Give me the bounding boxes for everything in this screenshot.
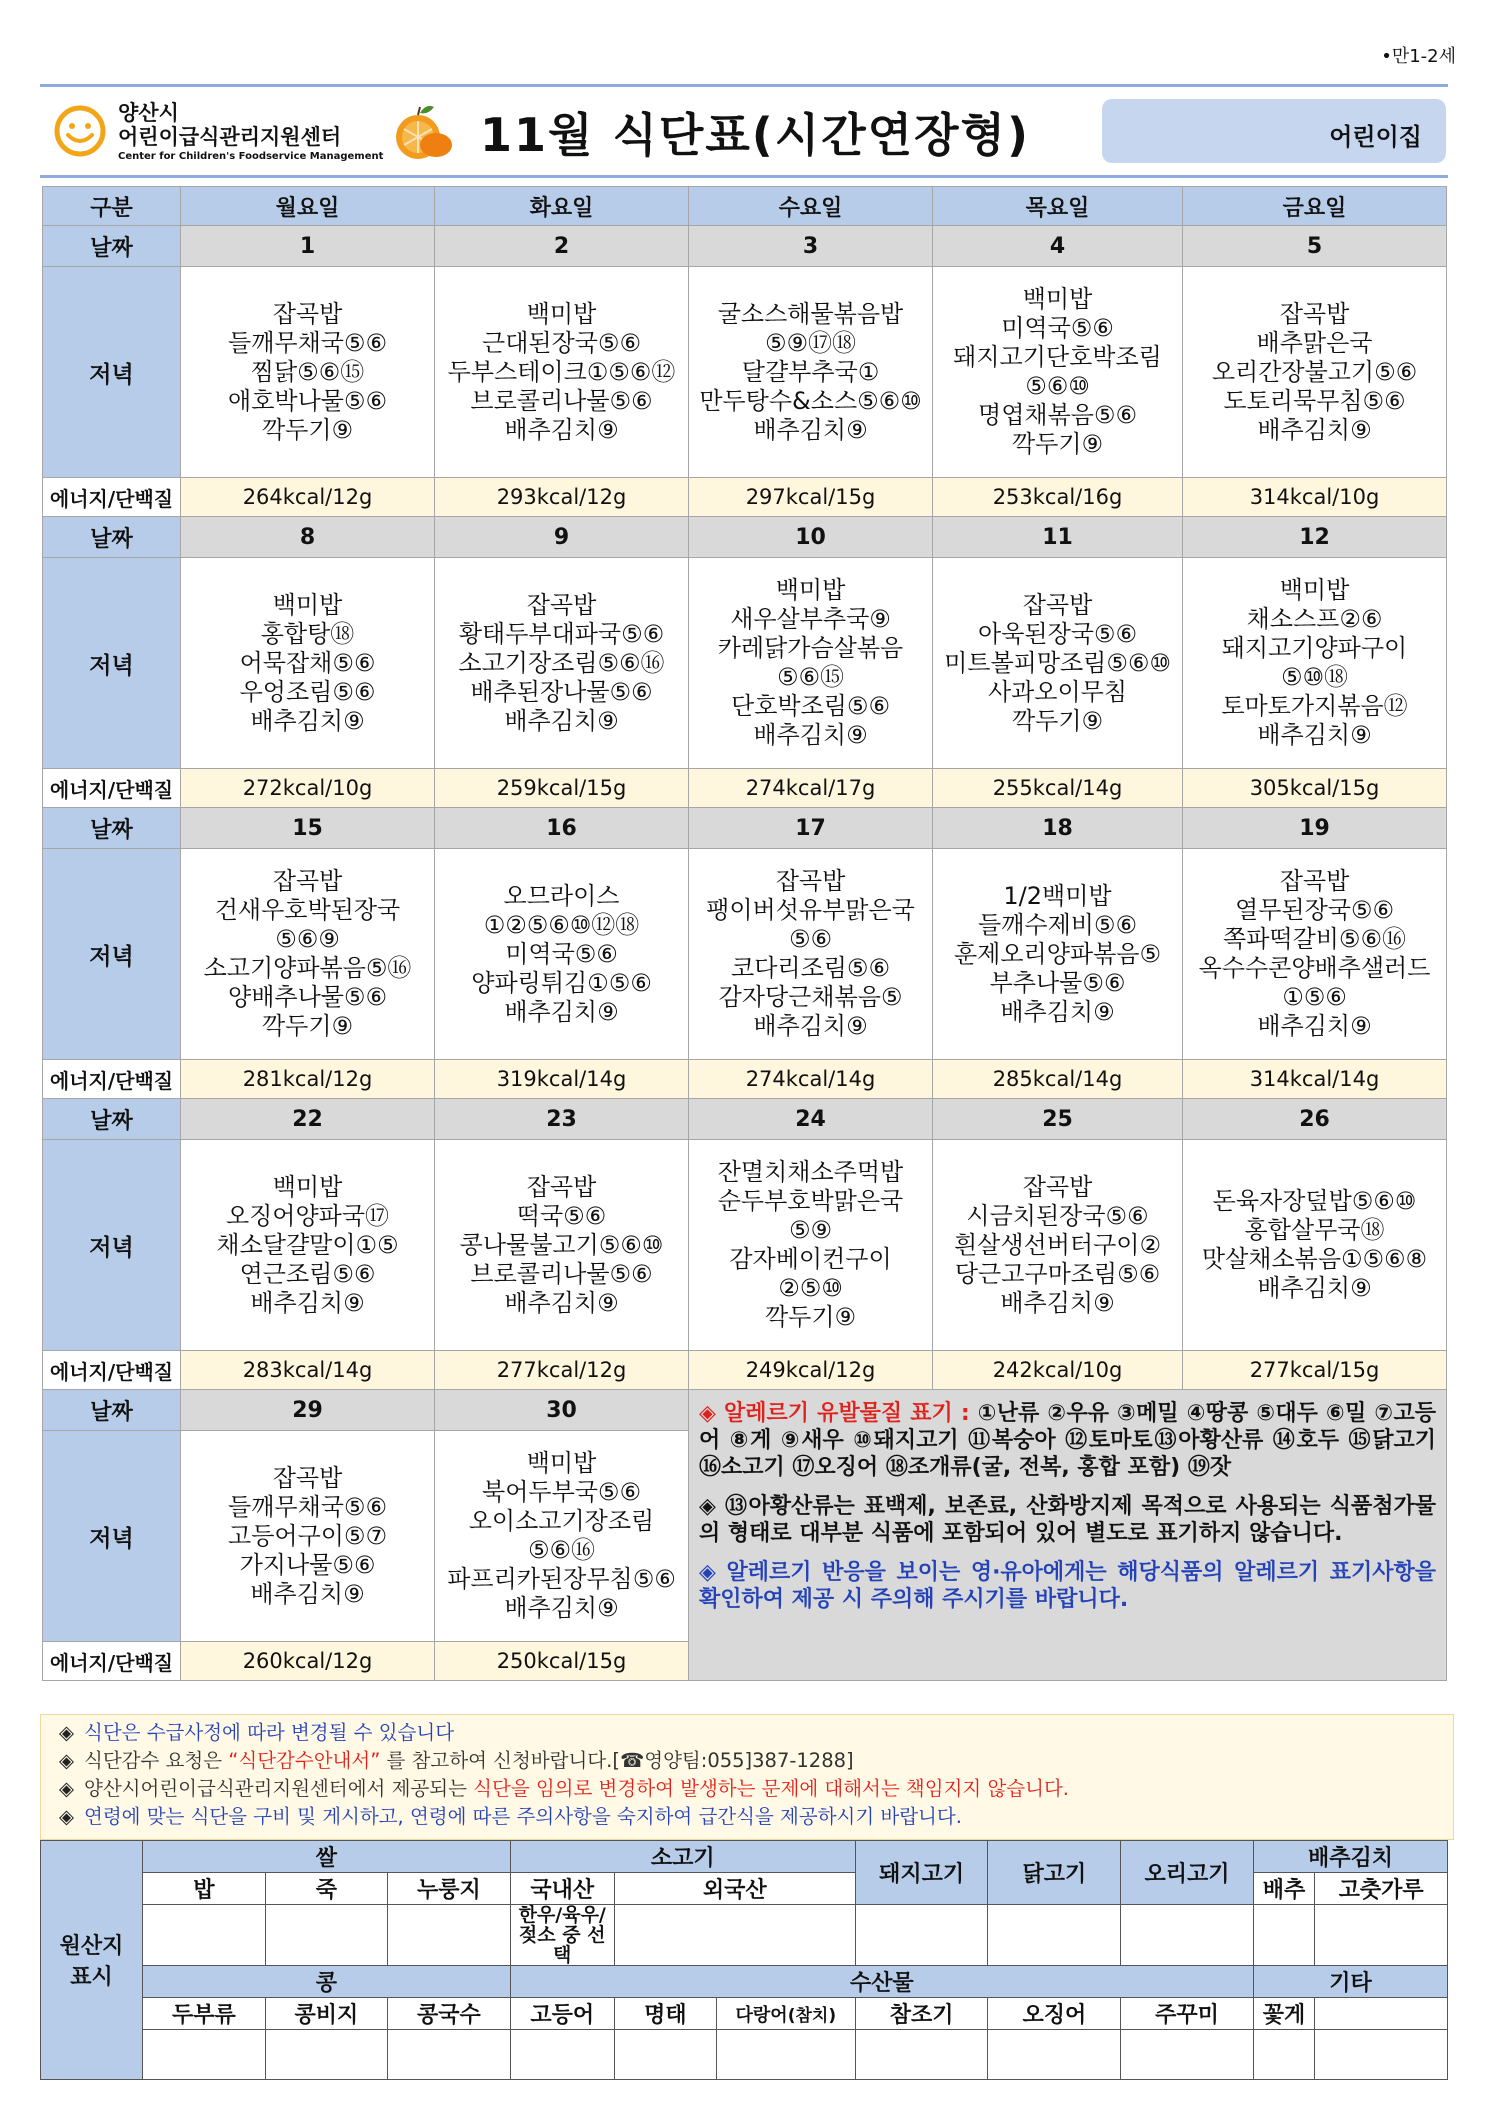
diamond-bullet-icon: ◈ [699,1494,716,1519]
origin-input-cell[interactable] [388,1905,511,1966]
menu-item: 열무된장국⑤⑥ [1235,896,1394,924]
menu-item: 깍두기⑨ [1011,706,1104,735]
menu-item: ⑤⑨ [788,1216,833,1244]
menu-item: 당근고구마조림⑤⑥ [954,1259,1161,1288]
meal-cell [181,558,435,769]
meal-cell [689,267,933,478]
meal-cell [435,267,689,478]
date-cell: 12 [1183,517,1447,558]
date-label: 날짜 [43,1390,181,1431]
origin-input-cell[interactable] [614,2030,716,2080]
menu-item: 돈육자장덮밥⑤⑥⑩ [1212,1187,1417,1215]
meal-label: 저녁 [43,1431,181,1642]
origin-input-cell[interactable] [143,1905,266,1966]
menu-item: 깍두기⑨ [261,1012,354,1040]
origin-input-cell[interactable] [510,2030,614,2080]
menu-item: 백미밥 [272,1172,343,1201]
allergy-title: 알레르기 유발물질 표기 : [724,1401,970,1426]
rice-item: 죽 [265,1873,388,1905]
origin-label [41,1841,143,2080]
origin-input-cell[interactable] [855,2030,988,2080]
menu-item: 배추김치⑨ [504,706,619,735]
menu-item: 잡곡밥 [272,299,343,328]
center-name-line1: 양산시 [118,101,179,125]
menu-item: 양파링튀김①⑤⑥ [471,968,652,997]
date-cell: 15 [181,808,435,849]
meal-cell [435,1140,689,1351]
meal-label: 저녁 [43,558,181,769]
meal-cell [181,1431,435,1642]
center-name [118,101,341,149]
chicken-header: 닭고기 [988,1841,1121,1905]
menu-item: 배추김치⑨ [250,706,365,735]
menu-item: 새우살부추국⑨ [730,605,891,633]
origin-input-cell[interactable] [1315,2030,1448,2080]
menu-item: ⑤⑨⑰⑱ [764,328,857,357]
origin-input-cell[interactable] [1121,1905,1254,1966]
menu-item: 황태두부대파국⑤⑥ [458,619,665,648]
diamond-bullet-icon: ◈ [59,1721,74,1744]
bean-header: 콩 [143,1966,511,1998]
menu-item: 오징어양파국⑰ [225,1201,390,1230]
nutrition-cell: 259kcal/15g [435,769,689,808]
menu-item: 시금치된장국⑤⑥ [966,1201,1149,1230]
menu-item: 잡곡밥 [1279,299,1350,328]
menu-item: 건새우호박된장국 [214,896,401,924]
notice-text: 식단감수 요청은 [84,1749,229,1772]
menu-item: ①⑤⑥ [1282,983,1347,1011]
menu-item: 배추김치⑨ [1000,1288,1115,1317]
menu-item: 배추김치⑨ [1257,1274,1372,1302]
menu-item: 배추김치⑨ [504,1594,619,1622]
seafood-item: 명태 [614,1998,716,2030]
rice-header: 쌀 [143,1841,511,1873]
menu-item: 브로콜리나물⑤⑥ [470,386,653,415]
menu-item: 잡곡밥 [272,867,343,895]
nutrition-cell: 242kcal/10g [933,1351,1183,1390]
allergy-info [689,1390,1447,1681]
meal-cell [435,558,689,769]
origin-label-line1: 원산지 [59,1934,124,1959]
menu-item: 명엽채볶음⑤⑥ [978,401,1137,429]
menu-item: 들깨수제비⑤⑥ [978,910,1137,939]
menu-item: 잡곡밥 [272,1463,343,1492]
nutrition-cell: 253kcal/16g [933,478,1183,517]
menu-item: 미역국⑤⑥ [505,939,618,968]
menu-item: 잡곡밥 [1022,590,1093,619]
date-cell: 16 [435,808,689,849]
origin-input-cell[interactable] [1121,2030,1254,2080]
menu-item: 잡곡밥 [1022,1172,1093,1201]
nutrition-cell: 277kcal/15g [1183,1351,1447,1390]
nutrition-cell: 293kcal/12g [435,478,689,517]
date-cell: 23 [435,1099,689,1140]
meal-cell [181,267,435,478]
menu-item: 백미밥 [526,1449,597,1477]
menu-item: 배추김치⑨ [753,415,868,444]
menu-item: 배추김치⑨ [1257,721,1372,749]
date-cell: 4 [933,226,1183,267]
nutrition-cell: 319kcal/14g [435,1060,689,1099]
rice-item: 누룽지 [388,1873,511,1905]
meal-label: 저녁 [43,267,181,478]
menu-item: 떡국⑤⑥ [516,1201,607,1230]
origin-input-cell[interactable] [265,1905,388,1966]
seafood-item: 꽃게 [1253,1998,1314,2030]
menu-item: 잡곡밥 [775,867,846,895]
nutrition-label: 에너지/단백질 [43,1642,181,1681]
menu-item: 맛살채소볶음①⑤⑥⑧ [1201,1245,1428,1273]
menu-item: 깍두기⑨ [764,1303,857,1331]
diamond-bullet-icon: ◈ [59,1777,74,1800]
meal-cell [933,267,1183,478]
seafood-item-tuna [716,1998,855,2030]
menu-item: 오이소고기장조림 [468,1507,655,1535]
menu-item: 애호박나물⑤⑥ [228,386,387,415]
allergy-note: ⑬아황산류는 표백제, 보존료, 산화방지제 목적으로 사용되는 식품첨가물의 형태로 대부분 식품에 포함되어 있어 별도로 표기하지 않습니다. [699,1494,1436,1546]
menu-item: 깍두기⑨ [1011,430,1104,458]
menu-item: 홍합살무국⑱ [1244,1216,1385,1244]
menu-item: 1/2백미밥 [1003,881,1112,910]
date-cell: 3 [689,226,933,267]
origin-input-cell[interactable] [614,1905,855,1966]
meal-cell [1183,849,1447,1060]
menu-item: 훈제오리양파볶음⑤ [954,939,1161,968]
kimchi-header: 배추김치 [1253,1841,1447,1873]
date-cell: 24 [689,1099,933,1140]
menu-item: 잔멸치채소주먹밥 [717,1158,904,1186]
menu-item: 양배추나물⑤⑥ [228,983,387,1011]
date-cell: 11 [933,517,1183,558]
nutrition-cell: 283kcal/14g [181,1351,435,1390]
menu-item: 달걀부추국① [741,357,880,386]
pork-header: 돼지고기 [855,1841,988,1905]
origin-input-cell[interactable] [388,2030,511,2080]
menu-item: 브로콜리나물⑤⑥ [470,1259,653,1288]
seafood-header: 수산물 [510,1966,1253,1998]
nutrition-cell: 250kcal/15g [435,1642,689,1681]
nutrition-cell: 274kcal/14g [689,1060,933,1099]
diamond-bullet-icon: ◈ [699,1560,716,1585]
nutrition-cell: 281kcal/12g [181,1060,435,1099]
menu-item: 채소달걀말이①⑤ [216,1230,399,1259]
origin-input-cell[interactable] [265,2030,388,2080]
nutrition-cell: 285kcal/14g [933,1060,1183,1099]
menu-item: ⑤⑥⑮ [776,663,845,691]
center-name-line2: 어린이급식관리지원센터 [118,125,342,149]
menu-item: ②⑤⑩ [778,1274,843,1302]
menu-item: 소고기양파볶음⑤⑯ [203,954,412,982]
date-label: 날짜 [43,808,181,849]
date-cell: 5 [1183,226,1447,267]
origin-input-cell[interactable] [716,2030,855,2080]
menu-item: 흰살생선버터구이② [954,1230,1161,1259]
menu-item: 도토리묵무침⑤⑥ [1223,386,1406,415]
nutrition-label: 에너지/단백질 [43,478,181,517]
nutrition-label: 에너지/단백질 [43,1060,181,1099]
date-cell: 26 [1183,1099,1447,1140]
nutrition-cell: 264kcal/12g [181,478,435,517]
menu-item: 감자베이컨구이 [729,1245,892,1273]
menu-item: 배추김치⑨ [250,1288,365,1317]
seafood-item: 참조기 [855,1998,988,2030]
beef-item: 외국산 [614,1873,855,1905]
kimchi-item: 배추 [1253,1873,1314,1905]
menu-item: 가지나물⑤⑥ [239,1550,376,1579]
menu-item: 연근조림⑤⑥ [239,1259,376,1288]
menu-item: 잡곡밥 [526,1172,597,1201]
menu-item: 들깨무채국⑤⑥ [228,328,387,357]
notice-text: 를 참고하여 신청바랍니다.[☎영양팀:055]387-1288] [380,1749,854,1772]
menu-item: 백미밥 [526,299,597,328]
menu-item: 소고기장조림⑤⑥⑯ [458,648,665,677]
menu-table [42,186,1447,1681]
diamond-bullet-icon: ◈ [59,1805,74,1828]
meal-cell [435,849,689,1060]
meal-cell [933,558,1183,769]
date-cell: 2 [435,226,689,267]
menu-item: 돼지고기단호박조림 [953,343,1162,371]
menu-item: 배추맑은국 [1256,328,1373,357]
menu-item: 미역국⑤⑥ [1001,314,1114,342]
menu-item: 고등어구이⑤⑦ [228,1521,387,1550]
date-cell: 18 [933,808,1183,849]
menu-item: 배추된장나물⑤⑥ [470,677,653,706]
menu-item: 배추김치⑨ [504,997,619,1026]
menu-item: ⑤⑥⑯ [527,1536,596,1564]
date-cell: 22 [181,1099,435,1140]
origin-label-line2: 표시 [70,1965,113,1990]
meal-cell [933,1140,1183,1351]
notice-item [59,1719,1453,1747]
allergy-warning: 알레르기 반응을 보이는 영·유아에게는 해당식품의 알레르기 표기사항을 확인하여 제공 시 주의해 주시기를 바랍니다. [699,1560,1436,1612]
menu-item: 배추김치⑨ [504,415,619,444]
menu-item: 백미밥 [775,576,846,604]
meal-cell [1183,267,1447,478]
rice-item: 밥 [143,1873,266,1905]
meal-cell [689,1140,933,1351]
menu-item: 잡곡밥 [526,590,597,619]
meal-cell [1183,1140,1447,1351]
menu-item: 배추김치⑨ [504,1288,619,1317]
menu-item: 옥수수콘양배추샐러드 [1198,954,1431,982]
notice-text: 양산시어린이급식관리지원센터에서 제공되는 [84,1777,474,1800]
seafood-item: 주꾸미 [1121,1998,1254,2030]
menu-item: 팽이버섯유부맑은국 [706,896,915,924]
menu-item: 채소스프②⑥ [1246,605,1383,633]
notice-item [59,1803,1453,1831]
smiley-logo-icon [54,105,106,157]
nutrition-cell: 297kcal/15g [689,478,933,517]
menu-item: ⑤⑥⑩ [1025,372,1090,400]
menu-item: 백미밥 [1022,285,1093,313]
menu-item: 콩나물불고기⑤⑥⑩ [459,1230,664,1259]
nutrition-cell: 305kcal/15g [1183,769,1447,808]
menu-item: ①②⑤⑥⑩⑫⑱ [483,910,640,939]
diamond-bullet-icon: ◈ [59,1749,74,1772]
meal-cell [689,558,933,769]
menu-item: 굴소스해물볶음밥 [717,299,904,328]
allergy-list: ①난류 ②우유 ③메밀 ④땅콩 ⑤대두 ⑥밀 ⑦고등어 ⑧게 ⑨새우 ⑩돼지고기 ⑪복숭아 ⑫토마토⑬아황산류 ⑭호두 ⑮닭고기 ⑯소고기 ⑰오징어 ⑱조개류(굴, 전복, 홍합 포함) ⑲잣 [699,1401,1436,1480]
menu-item: 파프리카된장무침⑤⑥ [447,1565,676,1593]
page-header [40,84,1448,178]
menu-item: 배추김치⑨ [753,721,868,749]
menu-item: 우엉조림⑤⑥ [239,677,376,706]
origin-input-cell[interactable] [988,2030,1121,2080]
nutrition-cell: 260kcal/12g [181,1642,435,1681]
age-group-note: •만1-2세 [1381,46,1456,67]
menu-item: 만두탕수&소스⑤⑥⑩ [699,386,922,415]
origin-empty-cell [1315,1998,1448,2030]
menu-item: 잡곡밥 [1279,867,1350,895]
date-cell: 29 [181,1390,435,1431]
origin-input-cell[interactable] [143,2030,266,2080]
nutrition-label: 에너지/단백질 [43,769,181,808]
menu-item: 배추김치⑨ [1000,997,1115,1026]
menu-item: 근대된장국⑤⑥ [482,328,641,357]
menu-item: 단호박조림⑤⑥ [731,692,890,720]
menu-item: 쪽파떡갈비⑤⑥⑯ [1223,925,1406,953]
origin-input-cell[interactable] [1253,1905,1314,1966]
menu-item: ⑤⑥ [788,925,833,953]
menu-item: 들깨무채국⑤⑥ [228,1492,387,1521]
meal-cell [933,849,1183,1060]
meal-label: 저녁 [43,849,181,1060]
seafood-item: 고등어 [510,1998,614,2030]
date-cell: 9 [435,517,689,558]
notice-item [59,1747,1453,1775]
nutrition-label: 에너지/단백질 [43,1351,181,1390]
origin-input-cell[interactable] [1253,2030,1314,2080]
beef-header: 소고기 [510,1841,855,1873]
day-header: 월요일 [181,187,435,226]
tuna-label: 다랑어 [735,2004,788,2026]
origin-input-cell[interactable] [1315,1905,1448,1966]
menu-item: 두부스테이크①⑤⑥⑫ [447,357,676,386]
duck-header: 오리고기 [1121,1841,1254,1905]
kimchi-item: 고춧가루 [1315,1873,1448,1905]
date-cell: 8 [181,517,435,558]
notice-item [59,1775,1453,1803]
nutrition-cell: 272kcal/10g [181,769,435,808]
beef-item: 국내산 [510,1873,614,1905]
day-header: 화요일 [435,187,689,226]
org-type-label: 어린이집 [1329,123,1422,151]
menu-item: 사과오이무침 [987,677,1128,706]
menu-item: 깍두기⑨ [261,415,354,444]
meal-cell [1183,558,1447,769]
menu-item: 감자당근채볶음⑤ [718,983,903,1011]
notice-text: 식단은 수급사정에 따라 변경될 수 있습니다 [84,1721,455,1744]
seafood-item: 오징어 [988,1998,1121,2030]
menu-item: 아욱된장국⑤⑥ [978,619,1137,648]
origin-table [40,1840,1448,2080]
meal-cell [181,1140,435,1351]
date-cell: 25 [933,1099,1183,1140]
origin-input-cell[interactable] [855,1905,988,1966]
bean-item: 콩국수 [388,1998,511,2030]
menu-item: 백미밥 [1279,576,1350,604]
menu-item: 순두부호박맑은국 [717,1187,904,1215]
menu-item: 북어두부국⑤⑥ [482,1478,641,1506]
menu-item: 돼지고기양파구이 [1221,634,1408,662]
menu-item: 토마토가지볶음⑫ [1221,692,1408,720]
menu-item: 오리간장불고기⑤⑥ [1211,357,1418,386]
date-label: 날짜 [43,517,181,558]
tuna-note: (참치) [787,2005,837,2026]
nutrition-cell: 249kcal/12g [689,1351,933,1390]
date-cell: 17 [689,808,933,849]
menu-item: 배추김치⑨ [753,1012,868,1040]
origin-input-cell[interactable] [988,1905,1121,1966]
meal-cell [435,1431,689,1642]
diamond-bullet-icon: ◈ [699,1401,716,1426]
meal-cell [689,849,933,1060]
bean-item: 두부류 [143,1998,266,2030]
org-type-badge [1102,99,1446,163]
etc-header: 기타 [1253,1966,1447,1998]
column-header-label: 구분 [43,187,181,226]
menu-item: 어묵잡채⑤⑥ [239,648,376,677]
notice-text: 연령에 맞는 식단을 구비 및 게시하고, 연령에 따른 주의사항을 숙지하여 급간식을 제공하시기 바랍니다. [84,1805,962,1828]
menu-item: 배추김치⑨ [250,1579,365,1608]
notice-highlight: 식단을 임의로 변경하여 발생하는 문제에 대해서는 책임지지 않습니다. [473,1777,1070,1800]
nutrition-cell: 314kcal/14g [1183,1060,1447,1099]
center-name-english: Center for Children's Foodservice Management [118,151,384,162]
date-cell: 19 [1183,808,1447,849]
nutrition-cell: 314kcal/10g [1183,478,1447,517]
date-cell: 30 [435,1390,689,1431]
page-title: 11월 식단표(시간연장형) [480,108,1030,162]
menu-item: 오므라이스 [503,881,620,910]
nutrition-cell: 255kcal/14g [933,769,1183,808]
nutrition-cell: 274kcal/17g [689,769,933,808]
date-cell: 1 [181,226,435,267]
menu-item: 백미밥 [272,590,343,619]
menu-item: 홍합탕⑱ [260,619,355,648]
day-header: 목요일 [933,187,1183,226]
menu-item: ⑤⑥⑨ [275,925,340,953]
menu-item: 배추김치⑨ [1257,1012,1372,1040]
beef-choice-note: 한우/육우/젖소 중 선택 [510,1905,614,1966]
meal-cell [181,849,435,1060]
menu-item: 미트볼피망조림⑤⑥⑩ [944,648,1171,677]
menu-item: 배추김치⑨ [1257,415,1372,444]
bean-item: 콩비지 [265,1998,388,2030]
day-header: 금요일 [1183,187,1447,226]
notice-highlight: “식단감수안내서” [228,1749,381,1772]
menu-item: ⑤⑩⑱ [1280,663,1349,691]
date-label: 날짜 [43,226,181,267]
menu-item: 코다리조림⑤⑥ [731,954,890,982]
menu-item: 부추나물⑤⑥ [989,968,1126,997]
nutrition-cell: 277kcal/12g [435,1351,689,1390]
meal-label: 저녁 [43,1140,181,1351]
menu-item: 카레닭가슴살볶음 [717,634,904,662]
date-label: 날짜 [43,1099,181,1140]
notice-box [40,1714,1454,1840]
date-cell: 10 [689,517,933,558]
menu-item: 찜닭⑤⑥⑮ [250,357,365,386]
day-header: 수요일 [689,187,933,226]
orange-fruit-icon [390,99,456,165]
